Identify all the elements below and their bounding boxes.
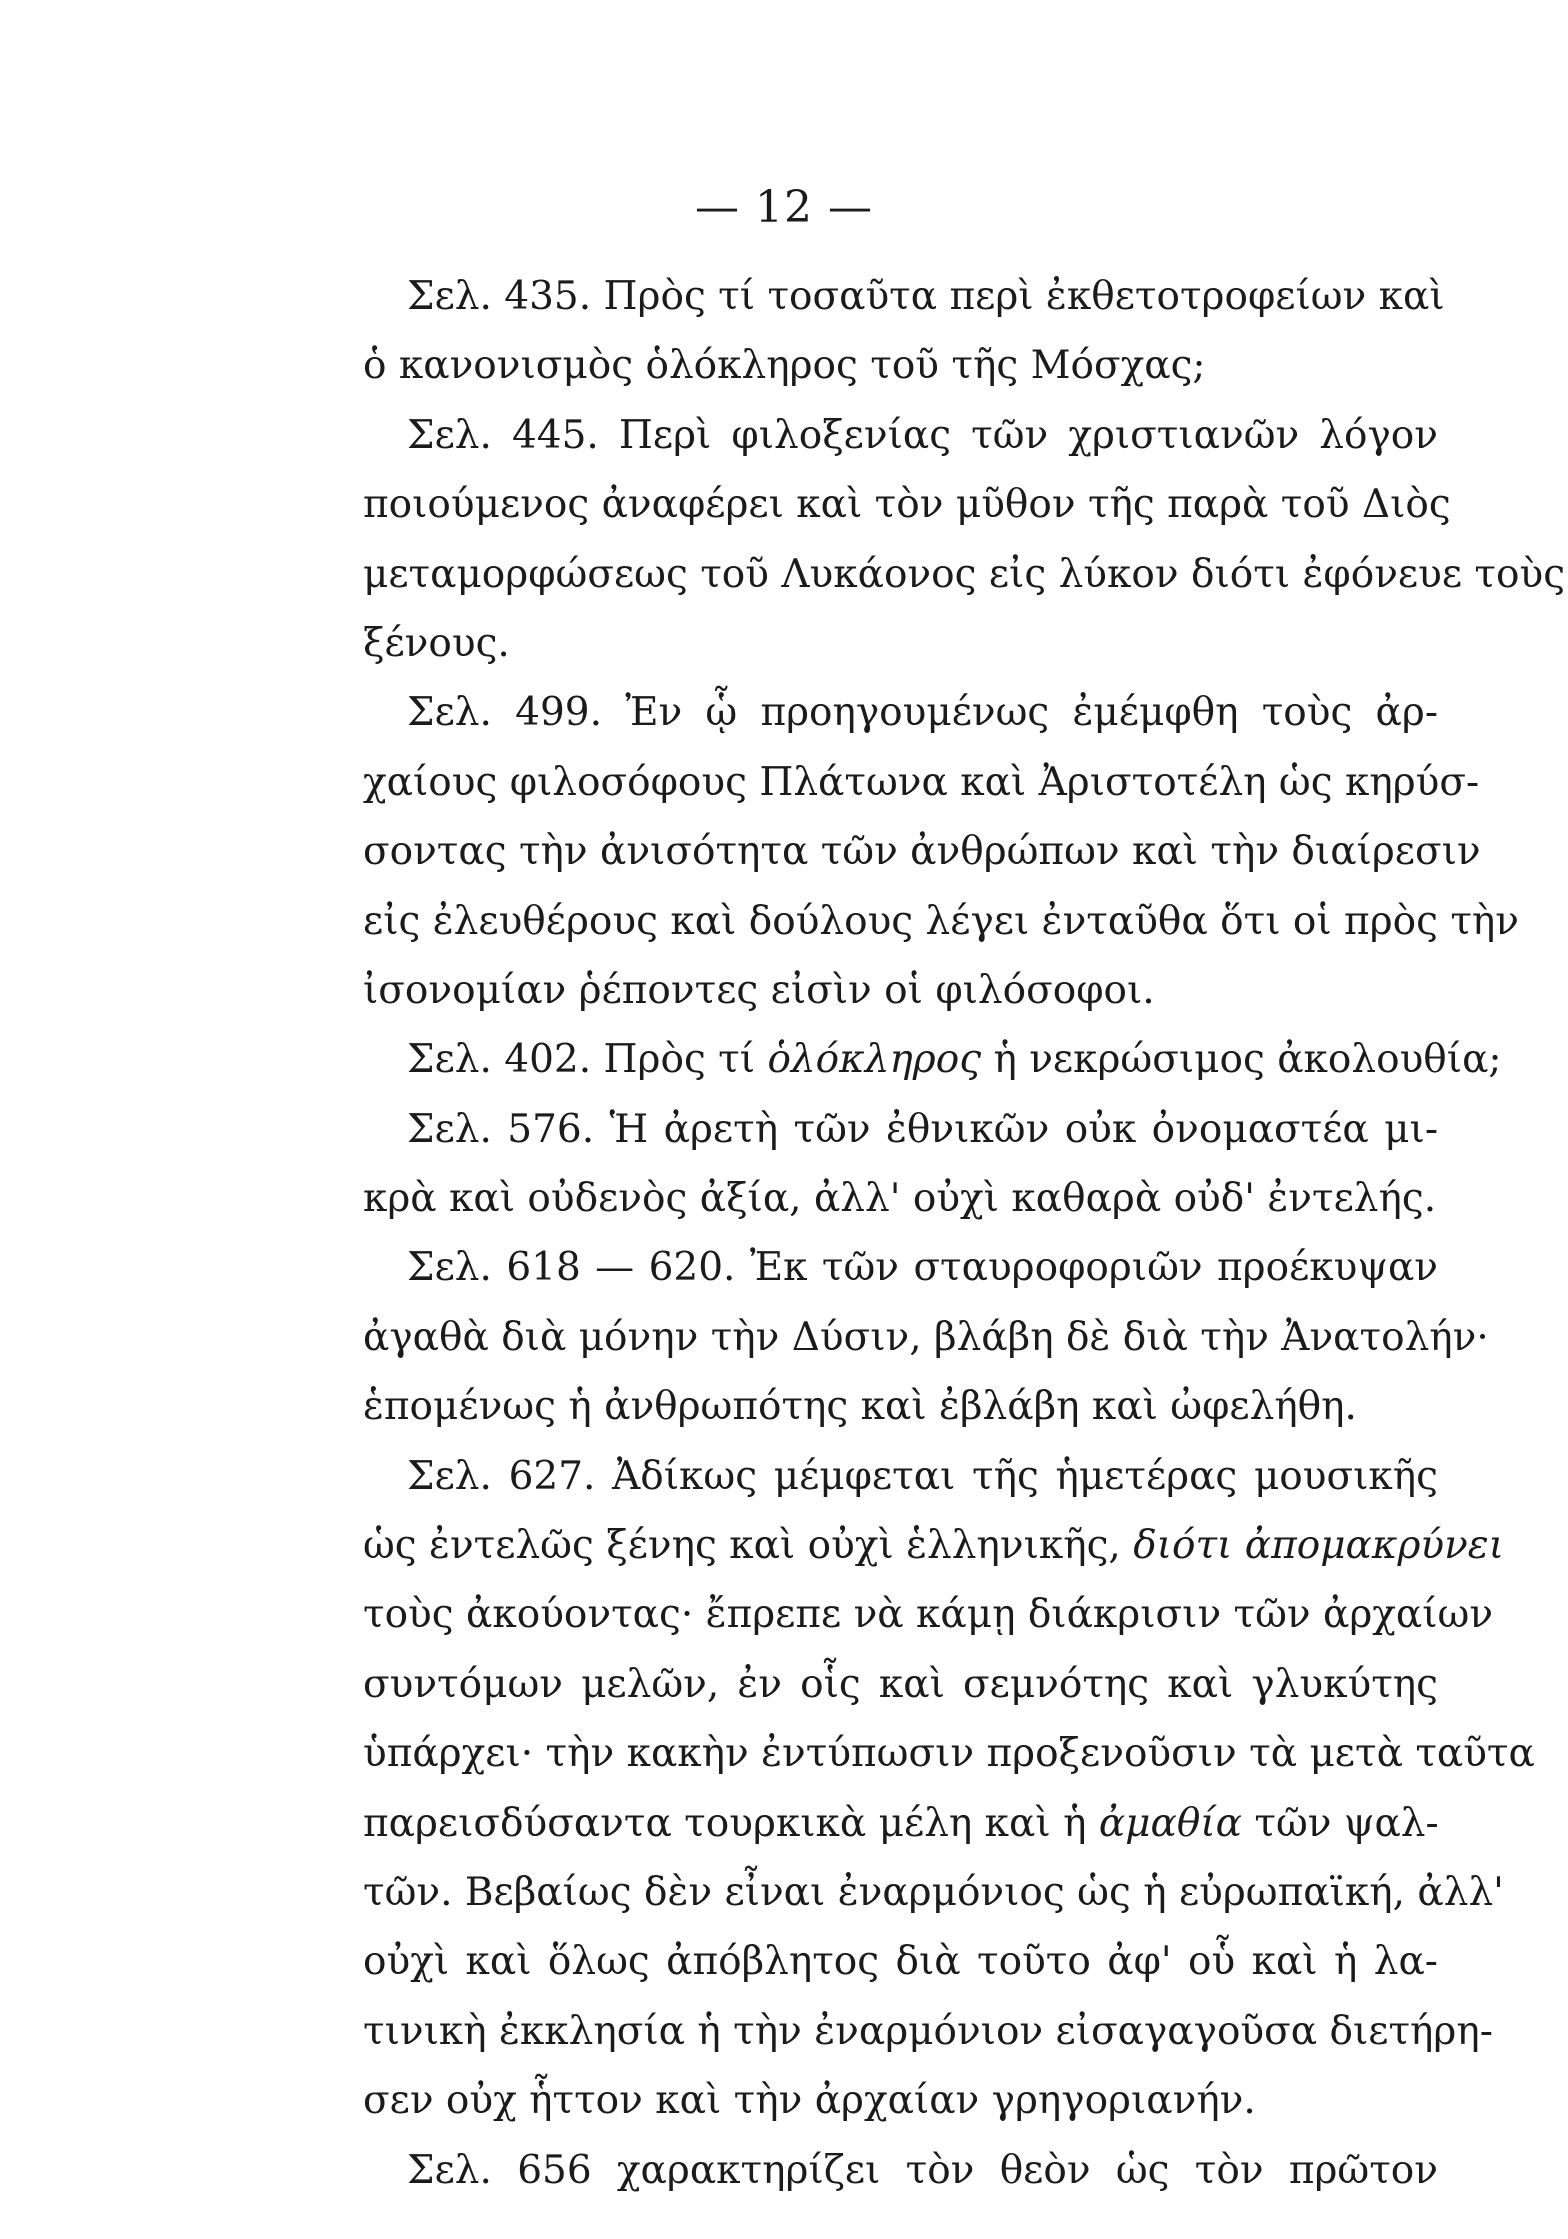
text-line xyxy=(363,1511,1505,1580)
text-segment: Σελ. 402. Πρὸς τί xyxy=(407,1037,768,1083)
text-line: Σελ. 499. Ἐν ᾧ προηγουμένως ἐμέμφθη τοὺς ἀρ- xyxy=(407,690,1438,736)
italic-emphasis: ἀμαθία xyxy=(1098,1800,1242,1846)
text-line: τοὺς ἀκούοντας· ἔπρεπε νὰ κάμῃ διάκρισιν τῶν ἀρχαίων xyxy=(363,1592,1494,1638)
text-line: οὐχὶ καὶ ὅλως ἀπόβλητος διὰ τοῦτο ἀφ' οὗ καὶ ἡ λα- xyxy=(363,1939,1438,1985)
text-line xyxy=(363,1025,1502,1094)
text-line: τινικὴ ἐκκλησία ἡ τὴν ἐναρμόνιον εἰσαγαγοῦσα διετήρη- xyxy=(363,2008,1493,2054)
page-number: — 12 — xyxy=(695,182,873,233)
text-line: σοντας τὴν ἀνισότητα τῶν ἀνθρώπων καὶ τὴν διαίρεσιν xyxy=(363,829,1481,875)
text-line: Σελ. 445. Περὶ φιλοξενίας τῶν χριστιανῶν λόγον xyxy=(407,412,1438,458)
text-line: σεν οὐχ ἧττον καὶ τὴν ἀρχαίαν γρηγοριανήν. xyxy=(363,2078,1256,2124)
text-line: τῶν. Βεβαίως δὲν εἶναι ἐναρμόνιος ὡς ἡ εὐρωπαϊκή, ἀλλ' xyxy=(363,1869,1504,1915)
body-text xyxy=(363,262,1566,2205)
italic-emphasis: ὁλόκληρος xyxy=(767,1037,982,1083)
text-line: μεταμορφώσεως τοῦ Λυκάονος εἰς λύκον διότι ἐφόνευε τοὺς xyxy=(363,551,1566,597)
italic-emphasis: διότι ἀπομακρύνει xyxy=(1133,1523,1505,1569)
text-line: συντόμων μελῶν, ἐν οἷς καὶ σεμνότης καὶ γλυκύτης xyxy=(363,1661,1438,1707)
text-line: ὑπάρχει· τὴν κακὴν ἐντύπωσιν προξενοῦσιν τὰ μετὰ ταῦτα xyxy=(363,1731,1535,1777)
text-line: Σελ. 656 χαρακτηρίζει τὸν θεὸν ὡς τὸν πρῶτον xyxy=(407,2147,1438,2193)
text-line: ἰσονομίαν ῥέποντες εἰσὶν οἱ φιλόσοφοι. xyxy=(363,967,1155,1013)
text-line: Σελ. 435. Πρὸς τί τοσαῦτα περὶ ἐκθετοτροφείων καὶ xyxy=(407,274,1445,319)
text-line: ποιούμενος ἀναφέρει καὶ τὸν μῦθον τῆς παρὰ τοῦ Διὸς xyxy=(363,482,1451,528)
text-line: χαίους φιλοσόφους Πλάτωνα καὶ Ἀριστοτέλη ὡς κηρύσ- xyxy=(363,759,1480,805)
text-segment: παρεισδύσαντα τουρκικὰ μέλη καὶ ἡ xyxy=(363,1800,1099,1846)
text-segment: ὡς ἐντελῶς ξένης καὶ οὐχὶ ἑλληνικῆς, xyxy=(363,1523,1134,1569)
text-line: ξένους. xyxy=(363,620,510,666)
text-line: Σελ. 627. Ἀδίκως μέμφεται τῆς ἡμετέρας μουσικῆς xyxy=(407,1453,1438,1499)
text-line: ὁ κανονισμὸς ὁλόκληρος τοῦ τῆς Μόσχας; xyxy=(363,343,1206,389)
text-segment: τῶν ψαλ- xyxy=(1241,1800,1439,1846)
text-line: ἑπομένως ἡ ἀνθρωπότης καὶ ἐβλάβη καὶ ὠφελήθη. xyxy=(363,1384,1357,1430)
text-line: ἀγαθὰ διὰ μόνην τὴν Δύσιν, βλάβη δὲ διὰ τὴν Ἀνατολήν· xyxy=(363,1314,1489,1360)
text-line: εἰς ἐλευθέρους καὶ δούλους λέγει ἐνταῦθα ὅτι οἱ πρὸς τὴν xyxy=(363,898,1519,944)
text-line: Σελ. 576. Ἡ ἀρετὴ τῶν ἐθνικῶν οὐκ ὀνομαστέα μι- xyxy=(407,1106,1438,1152)
text-line: κρὰ καὶ οὐδενὸς ἀξία, ἀλλ' οὐχὶ καθαρὰ οὐδ' ἐντελής. xyxy=(363,1176,1437,1222)
text-segment: ἡ νεκρώσιμος ἀκολουθία; xyxy=(981,1037,1502,1083)
text-line xyxy=(363,1789,1438,1858)
text-line: Σελ. 618 — 620. Ἐκ τῶν σταυροφοριῶν προέκυψαν xyxy=(407,1245,1438,1291)
